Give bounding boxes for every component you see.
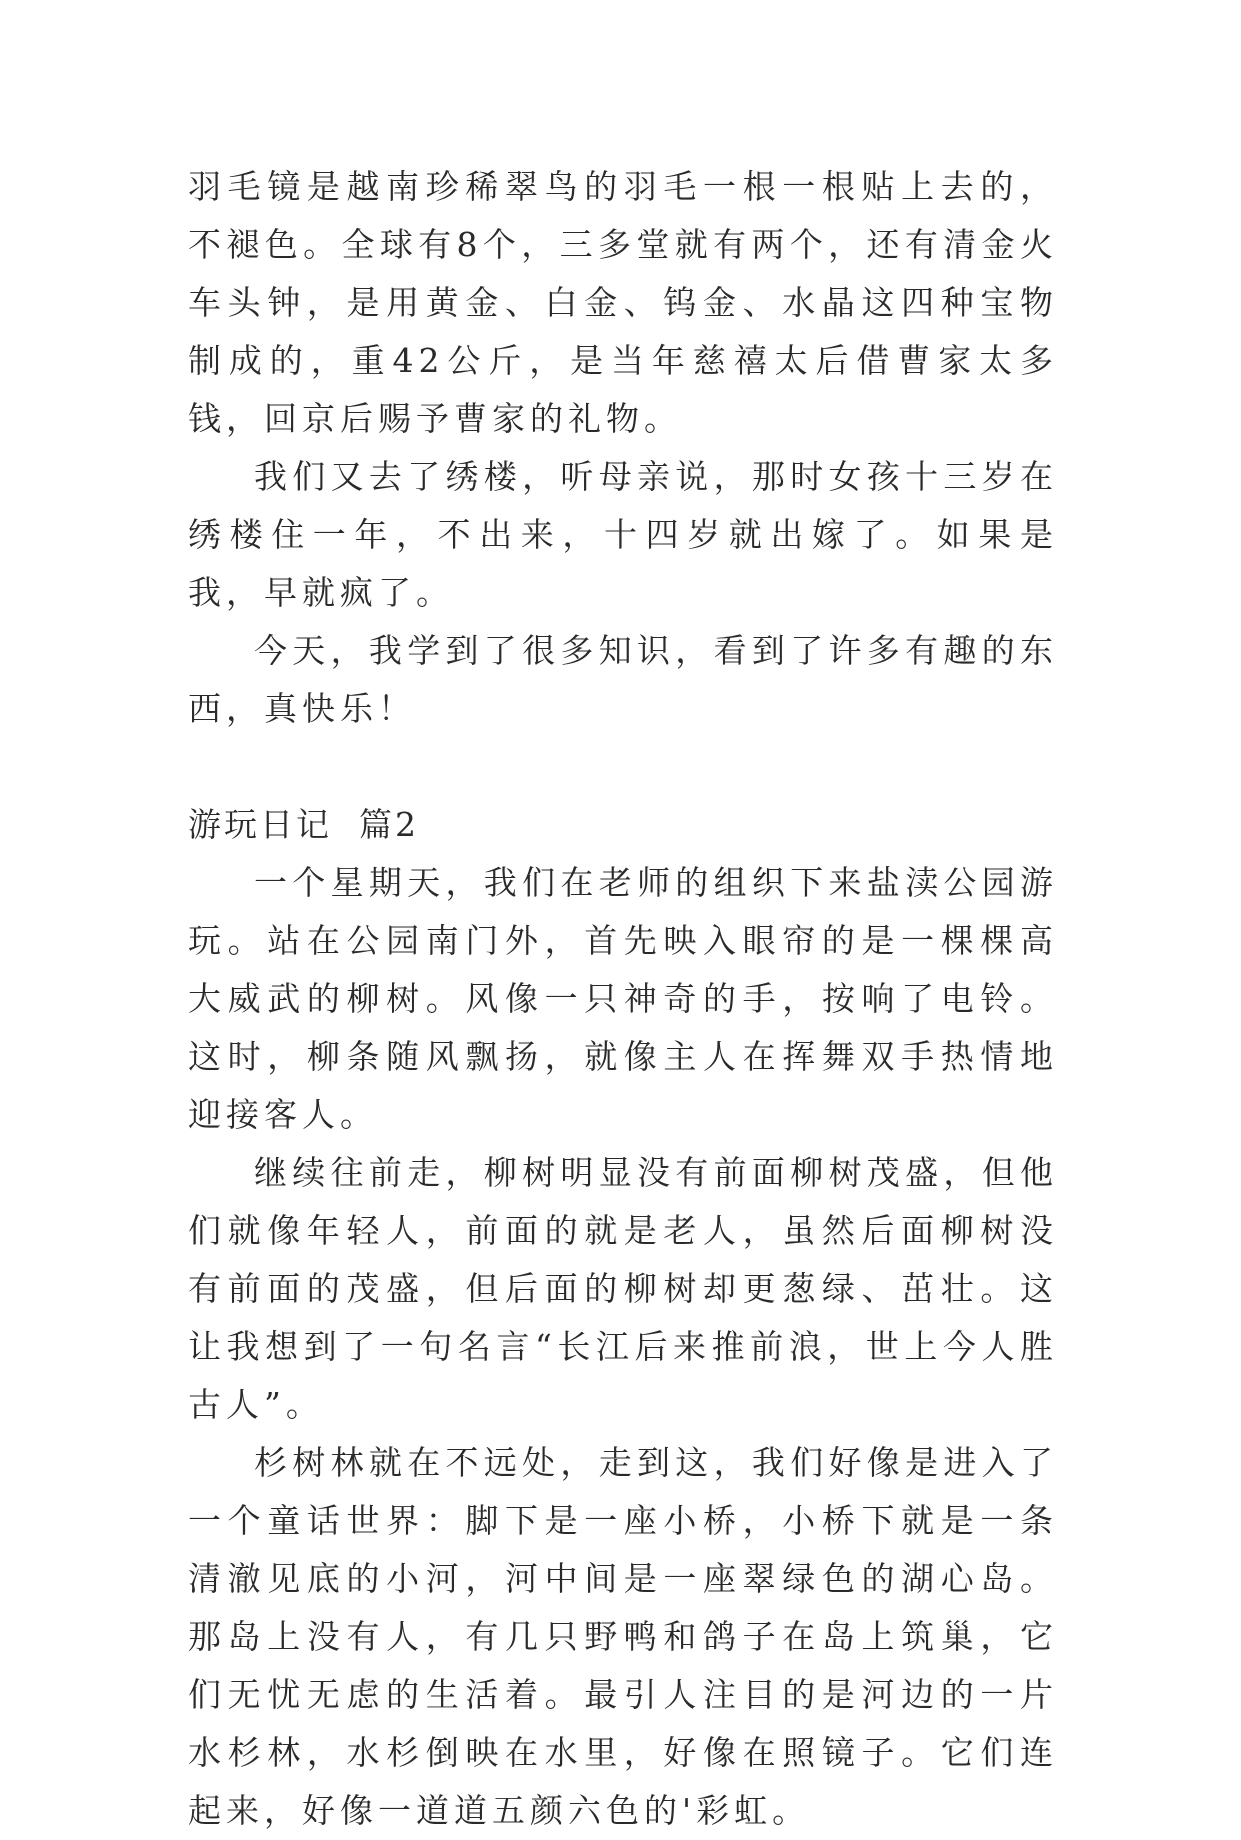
paragraph-fir-forest: 杉树林就在不远处，走到这，我们好像是进入了一个童话世界：脚下是一座小桥，小桥下就是一条清澈见底的小河，河中间是一座翠绿色的湖心岛。那岛上没有人，有几只野鸭和鸽子在岛上筑巢，它们无忧无虑的生活着。最引人注目的是河边的一片水杉林，水杉倒映在水里，好像在照镜子。它们连起来，好像一道道五颜六色的'彩虹。 — [188, 1443, 1058, 1830]
paragraph-embroidery-tower: 我们又去了绣楼，听母亲说，那时女孩十三岁在绣楼住一年，不出来，十四岁就出嫁了。如果是我，早就疯了。 — [188, 457, 1058, 612]
paragraph-park-visit: 一个星期天，我们在老师的组织下来盐渎公园游玩。站在公园南门外，首先映入眼帘的是一棵棵高大威武的柳树。风像一只神奇的手，按响了电铃。这时，柳条随风飘扬，就像主人在挥舞双手热情地迎接客人。 — [188, 863, 1058, 1134]
paragraph-today-happy: 今天，我学到了很多知识，看到了许多有趣的东西，真快乐！ — [188, 631, 1058, 728]
section-title: 游玩日记 篇2 — [188, 805, 419, 844]
paragraph-feather-mirror: 羽毛镜是越南珍稀翠鸟的羽毛一根一根贴上去的，不褪色。全球有8个，三多堂就有两个，还有清金火车头钟，是用黄金、白金、钨金、水晶这四种宝物制成的，重42公斤，是当年慈禧太后借曹家太多钱，回京后赐予曹家的礼物。 — [188, 167, 1058, 438]
document-body — [188, 158, 1058, 1840]
paragraph-willow-trees: 继续往前走，柳树明显没有前面柳树茂盛，但他们就像年轻人，前面的就是老人，虽然后面柳树没有前面的茂盛，但后面的柳树却更葱绿、茁壮。这让我想到了一句名言“长江后来推前浪，世上今人胜古人”。 — [188, 1153, 1058, 1424]
